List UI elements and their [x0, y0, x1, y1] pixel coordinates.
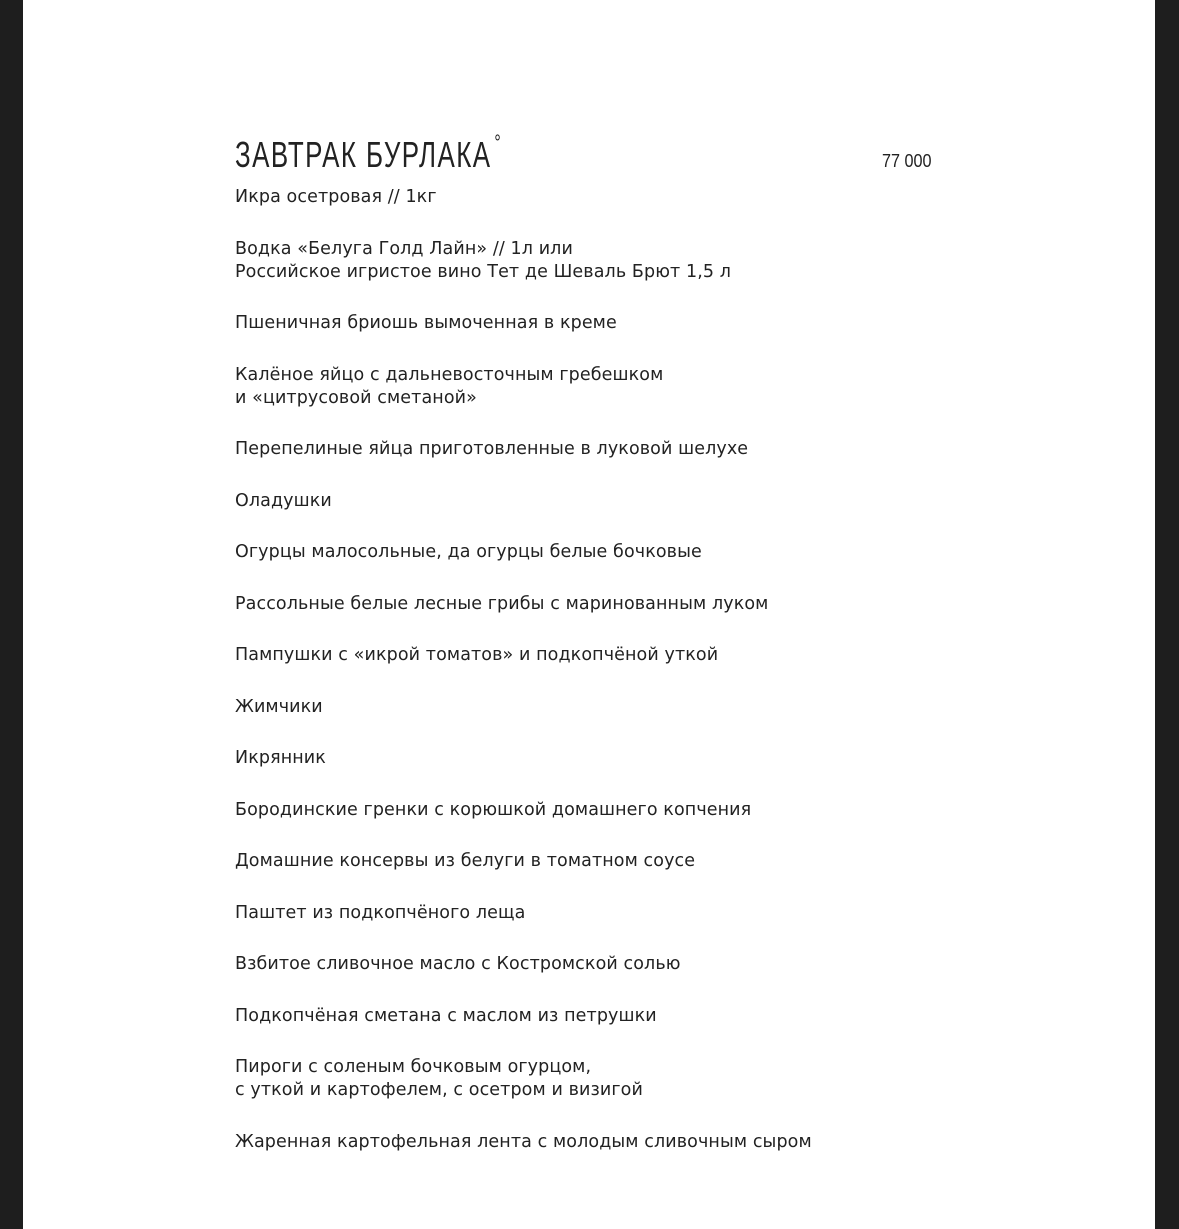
menu-item-line: Икра осетровая // 1кг: [235, 187, 437, 207]
menu-item-line: с уткой и картофелем, с осетром и визигой: [235, 1080, 643, 1100]
menu-item: [235, 238, 812, 284]
menu-item: [235, 1005, 812, 1028]
menu-title: [235, 130, 503, 176]
menu-item: [235, 644, 812, 667]
menu-item: [235, 312, 812, 335]
menu-item-line: Подкопчёная сметана с маслом из петрушки: [235, 1005, 657, 1026]
menu-item-line: Водка «Белуга Голд Лайн» // 1л или: [235, 238, 573, 259]
title-mark: °: [494, 130, 503, 155]
menu-item-line: Калёное яйцо с дальневосточным гребешком: [235, 364, 664, 385]
menu-item-line: Пшеничная бриошь вымоченная в креме: [235, 313, 617, 333]
menu-item: [235, 593, 812, 616]
menu-item: [235, 1056, 812, 1102]
menu-item-line: и «цитрусовой сметаной»: [235, 387, 477, 408]
menu-item-line: Перепелиные яйца приготовленные в луковой шелухе: [235, 439, 749, 459]
menu-page: [23, 0, 1155, 1229]
menu-item: [235, 364, 812, 410]
menu-item: [235, 799, 812, 822]
menu-price: 77 000: [882, 151, 932, 171]
menu-item: [235, 1131, 812, 1154]
menu-item-line: Пироги с соленым бочковым огурцом,: [235, 1057, 592, 1077]
menu-item: [235, 490, 812, 513]
menu-item: [235, 747, 812, 770]
menu-item-line: Пампушки с «икрой томатов» и подкопчёной уткой: [235, 645, 719, 665]
menu-item-line: Огурцы малосольные, да огурцы белые бочковые: [235, 542, 702, 562]
menu-item-line: Рассольные белые лесные грибы с маринованным луком: [235, 593, 769, 614]
menu-items-list: [235, 186, 812, 1182]
menu-item: [235, 953, 812, 976]
menu-item-line: Жаренная картофельная лента с молодым сливочным сыром: [235, 1131, 812, 1152]
menu-item: [235, 186, 812, 209]
menu-item-line: Домашние консервы из белуги в томатном соусе: [235, 851, 696, 871]
menu-item-line: Оладушки: [235, 490, 332, 511]
menu-item: [235, 541, 812, 564]
menu-item: [235, 850, 812, 873]
menu-item-line: Паштет из подкопчёного леща: [235, 902, 526, 923]
menu-item: [235, 438, 812, 461]
menu-item-line: Бородинские гренки с корюшкой домашнего копчения: [235, 799, 752, 820]
menu-item: [235, 902, 812, 925]
menu-title-text: ЗАВТРАК БУРЛАКА: [235, 134, 492, 175]
menu-item-line: Икрянник: [235, 748, 326, 768]
menu-item-line: Взбитое сливочное масло с Костромской солью: [235, 954, 681, 974]
menu-item-line: Жимчики: [235, 696, 323, 717]
menu-item-line: Российское игристое вино Тет де Шеваль Брют 1,5 л: [235, 261, 732, 282]
menu-item: [235, 696, 812, 719]
